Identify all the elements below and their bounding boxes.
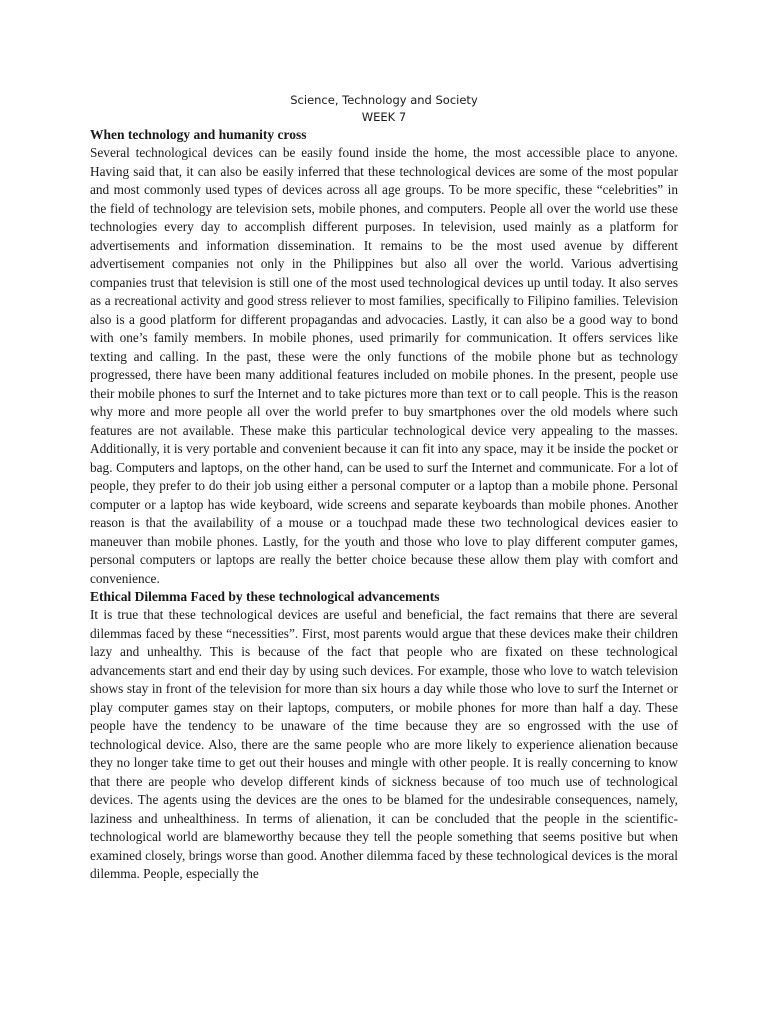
section-body-ethical-dilemma: It is true that these technological devices are useful and beneficial, the fact remains that there are several dilemmas faced by these “necessities”. First, most parents would argue that these devices make their children lazy and unhealthy. This is because of the fact that people who are fixated on these technological advancements start and end their day by using such devices. For example, those who love to watch television shows stay in front of the television for more than six hours a day while those who love to surf the Internet or play computer games stay on their laptops, computers, or mobile phones for more than half a day. These people have the tendency to be unaware of the time because they are so engrossed with the use of technological device. Also, there are the same people who are more likely to experience alienation because they no longer take time to get out their houses and mingle with other people. It is really concerning to know that there are people who develop different kinds of sickness because of too much use of technological devices. The agents using the devices are the ones to be blamed for the undesirable consequences, namely, laziness and unhealthiness. In terms of alienation, it can be concluded that the people in the scientific-technological world are blameworthy because they tell the people something that seems positive but when examined closely, brings worse than good. Another dilemma faced by these technological devices is the moral dilemma. People, especially the xyxy=(90,607,678,881)
section-heading-technology-humanity: When technology and humanity cross xyxy=(90,127,307,142)
week-label: WEEK 7 xyxy=(361,110,407,124)
document-page xyxy=(90,92,678,884)
section-body-technology-humanity: Several technological devices can be easily found inside the home, the most accessible place to anyone. Having said that, it can also be easily inferred that these technological devices are some of the most popular and most commonly used types of devices across all age groups. To be more specific, these “celebrities” in the field of technology are television sets, mobile phones, and computers. People all over the world use these technologies every day to accomplish different purposes. In television, used mainly as a platform for advertisements and information dissemination. It remains to be the most used avenue by different advertisement companies not only in the Philippines but also all over the world. Various advertising companies trust that television is still one of the most used technological devices up until today. It also serves as a recreational activity and good stress reliever to most families, specifically to Filipino families. Television also is a good platform for different propagandas and advocacies. Lastly, it can also be a good way to bond with one’s family members. In mobile phones, used primarily for communication. It offers services like texting and calling. In the past, these were the only functions of the mobile phone but as technology progressed, there have been many additional features included on mobile phones. In the present, people use their mobile phones to surf the Internet and to take pictures more than text or to call people. This is the reason why more and more people all over the world prefer to buy smartphones over the old models where such features are not available. These make this particular technological device very appealing to the masses. Additionally, it is very portable and convenient because it can fit into any space, may it be inside the pocket or bag. Computers and laptops, on the other hand, can be used to surf the Internet and communicate. For a lot of people, they prefer to do their job using either a personal computer or a laptop than a mobile phone. Personal computer or a laptop has wide keyboard, wide screens and separate keyboards than mobile phones. Another reason is that the availability of a mouse or a touchpad made these two technological devices easier to maneuver than mobile phones. Lastly, for the youth and those who love to play different computer games, personal computers or laptops are really the better choice because these allow them play with comfort and convenience. xyxy=(90,145,678,586)
document-header xyxy=(90,92,678,126)
course-title: Science, Technology and Society xyxy=(290,93,478,107)
section-heading-ethical-dilemma: Ethical Dilemma Faced by these technological advancements xyxy=(90,589,440,604)
